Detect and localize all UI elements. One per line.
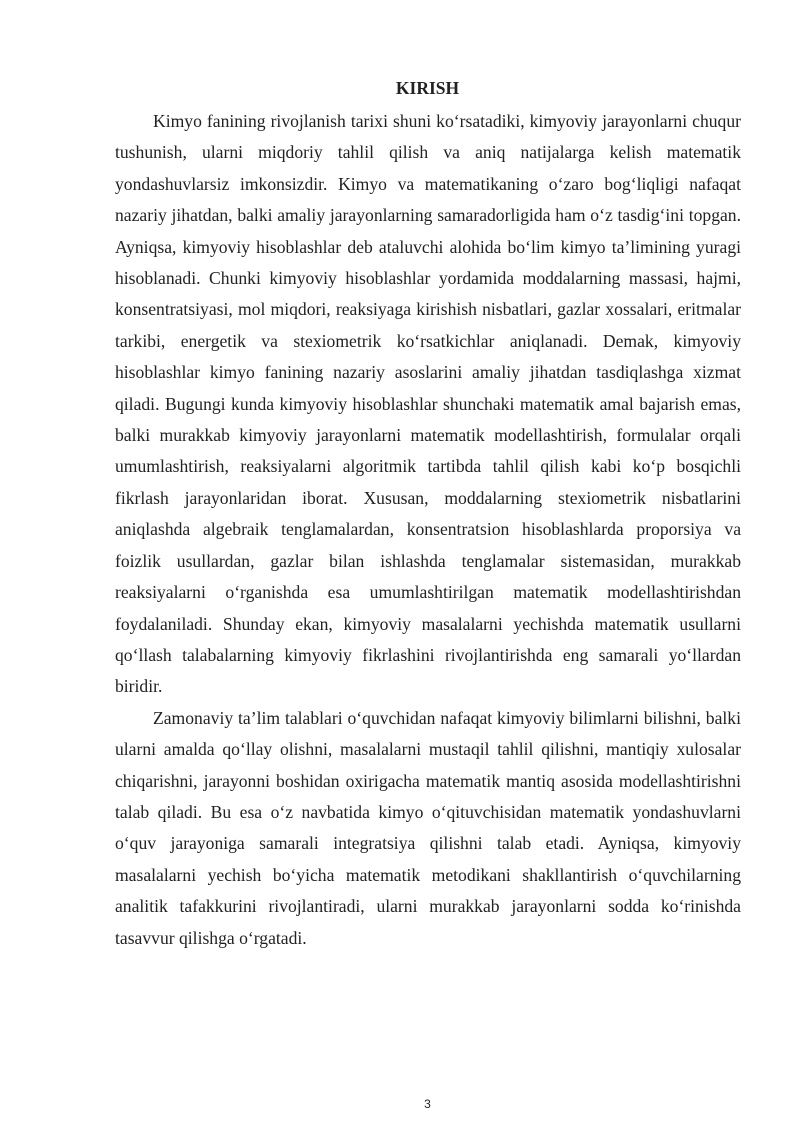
body-text	[115, 106, 741, 954]
page-number: 3	[424, 1097, 431, 1111]
paragraph-2: Zamonaviy ta’lim talablari o‘quvchidan nafaqat kimyoviy bilimlarni bilishni, balki ularni amalda qo‘llay olishni, masalalarni mustaqil tahlil qilishni, mantiqiy xulosalar chiqarishni, jarayonni boshidan oxirigacha matematik mantiq asosida modellashtirishni talab qiladi. Bu esa o‘z navbatida kimyo o‘qituvchisidan matematik yondashuvlarni o‘quv jarayoniga samarali integratsiya qilishni talab etadi. Ayniqsa, kimyoviy masalalarni yechish bo‘yicha matematik metodikani shakllantirish o‘quvchilarning analitik tafakkurini rivojlantiradi, ularni murakkab jarayonlarni sodda ko‘rinishda tasavvur qilishga o‘rgatadi.	[115, 707, 741, 948]
section-heading: KIRISH	[395, 78, 460, 98]
paragraph-1: Kimyo fanining rivojlanish tarixi shuni ko‘rsatadiki, kimyoviy jarayonlarni chuqur tushunish, ularni miqdoriy tahlil qilish va aniq natijalarga kelish matematik yondashuvlarsiz imkonsizdir. Kimyo va matematikaning o‘zaro bog‘liqligi nafaqat nazariy jihatdan, balki amaliy jarayonlarning samaradorligida ham o‘z tasdig‘ini topgan. Ayniqsa, kimyoviy hisoblashlar deb ataluvchi alohida bo‘lim kimyo ta’limining yuragi hisoblanadi. Chunki kimyoviy hisoblashlar yordamida moddalarning massasi, hajmi, konsentratsiyasi, mol miqdori, reaksiyaga kirishish nisbatlari, gazlar xossalari, eritmalar tarkibi, energetik va stexiometrik ko‘rsatkichlar aniqlanadi. Demak, kimyoviy hisoblashlar kimyo fanining nazariy asoslarini amaliy jihatdan tasdiqlashga xizmat qiladi. Bugungi kunda kimyoviy hisoblashlar shunchaki matematik amal bajarish emas, balki murakkab kimyoviy jarayonlarni matematik modellashtirish, formulalar orqali umumlashtirish, reaksiyalarni algoritmik tartibda tahlil qilish kabi ko‘p bosqichli fikrlash jarayonlaridan iborat. Xususan, moddalarning stexiometrik nisbatlarini aniqlashda algebraik tenglamalardan, konsentratsion hisoblashlarda proporsiya va foizlik usullardan, gazlar bilan ishlashda tenglamalar sistemasidan, murakkab reaksiyalarni o‘rganishda esa umumlashtirilgan matematik modellashtirishdan foydalaniladi. Shunday ekan, kimyoviy masalalarni yechishda matematik usullarni qo‘llash talabalarning kimyoviy fikrlashini rivojlantirishda eng samarali yo‘llardan biridir.	[115, 111, 741, 697]
